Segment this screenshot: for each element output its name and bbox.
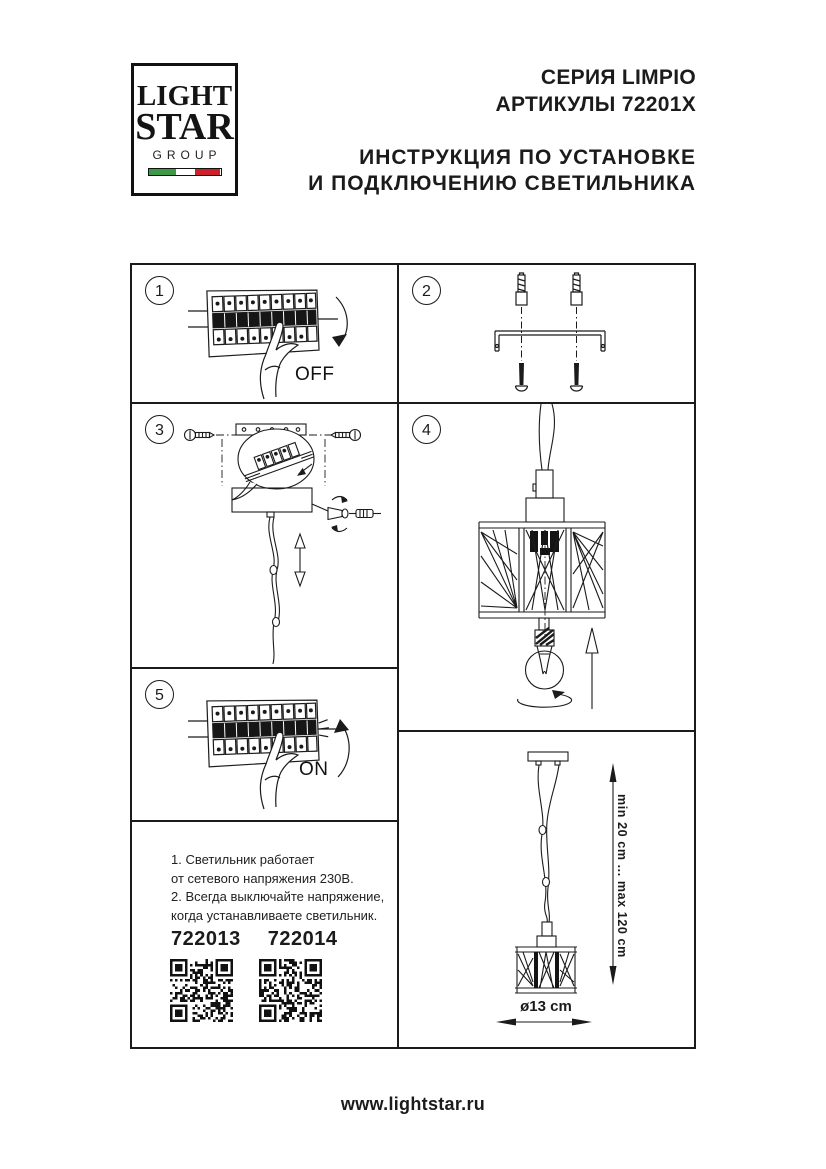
step-number-badge: 2 xyxy=(412,276,441,305)
article-code-2: 722014 xyxy=(267,928,338,950)
diameter-label: ø13 cm xyxy=(520,998,572,1015)
mounting-hardware-drawing xyxy=(399,265,694,402)
logo-group-text: GROUP xyxy=(152,148,222,162)
note-line-1: 1. Светильник работает xyxy=(171,852,315,867)
qr-codes xyxy=(170,959,322,1022)
articles-title: АРТИКУЛЫ 72201X xyxy=(495,93,696,116)
footer-url: www.lightstar.ru xyxy=(340,1094,486,1114)
step-panel-4 xyxy=(397,402,696,732)
flag-red-segment xyxy=(195,169,221,175)
step-number-badge: 4 xyxy=(412,415,441,444)
ceiling-mount-drawing xyxy=(132,404,397,667)
series-title: СЕРИЯ LIMPIO xyxy=(540,66,696,89)
flag-green-segment xyxy=(149,169,176,175)
flag-white-segment xyxy=(176,169,195,175)
instruction-title-line2: И ПОДКЛЮЧЕНИЮ СВЕТИЛЬНИКА xyxy=(308,172,696,195)
step-panel-1 xyxy=(130,263,399,404)
article-code-1: 722013 xyxy=(171,928,241,950)
pendant-dimensions-drawing xyxy=(399,732,694,1047)
step-number-badge: 1 xyxy=(145,276,174,305)
notes-panel xyxy=(130,820,399,1049)
safety-notes xyxy=(171,851,384,925)
instruction-title xyxy=(308,145,696,197)
header xyxy=(308,64,696,197)
qr-code-2 xyxy=(259,959,322,1022)
logo-light-text: LIGHT xyxy=(136,80,233,112)
note-line-4: когда устанавливаете светильник. xyxy=(171,907,378,923)
article-codes xyxy=(171,928,338,951)
lightstar-logo xyxy=(131,63,238,196)
on-label: ON xyxy=(299,759,329,780)
height-range-label: min 20 cm ... max 120 cm xyxy=(615,794,629,958)
off-label: OFF xyxy=(295,364,335,385)
step-number-badge: 3 xyxy=(145,415,174,444)
note-line-2: от сетевого напряжения 230В. xyxy=(171,870,354,886)
step-panel-5 xyxy=(130,667,399,822)
step-panel-3 xyxy=(130,402,399,669)
step-number-badge: 5 xyxy=(145,680,174,709)
logo-star-text: STAR xyxy=(135,106,234,148)
italy-flag-icon xyxy=(148,168,222,176)
instruction-title-line1: ИНСТРУКЦИЯ ПО УСТАНОВКЕ xyxy=(359,146,696,169)
dimensions-panel xyxy=(397,730,696,1049)
note-line-3: 2. Всегда выключайте напряжение, xyxy=(171,889,385,904)
step-panel-2 xyxy=(397,263,696,404)
qr-code-1 xyxy=(170,959,233,1022)
shade-install-drawing xyxy=(399,404,694,730)
